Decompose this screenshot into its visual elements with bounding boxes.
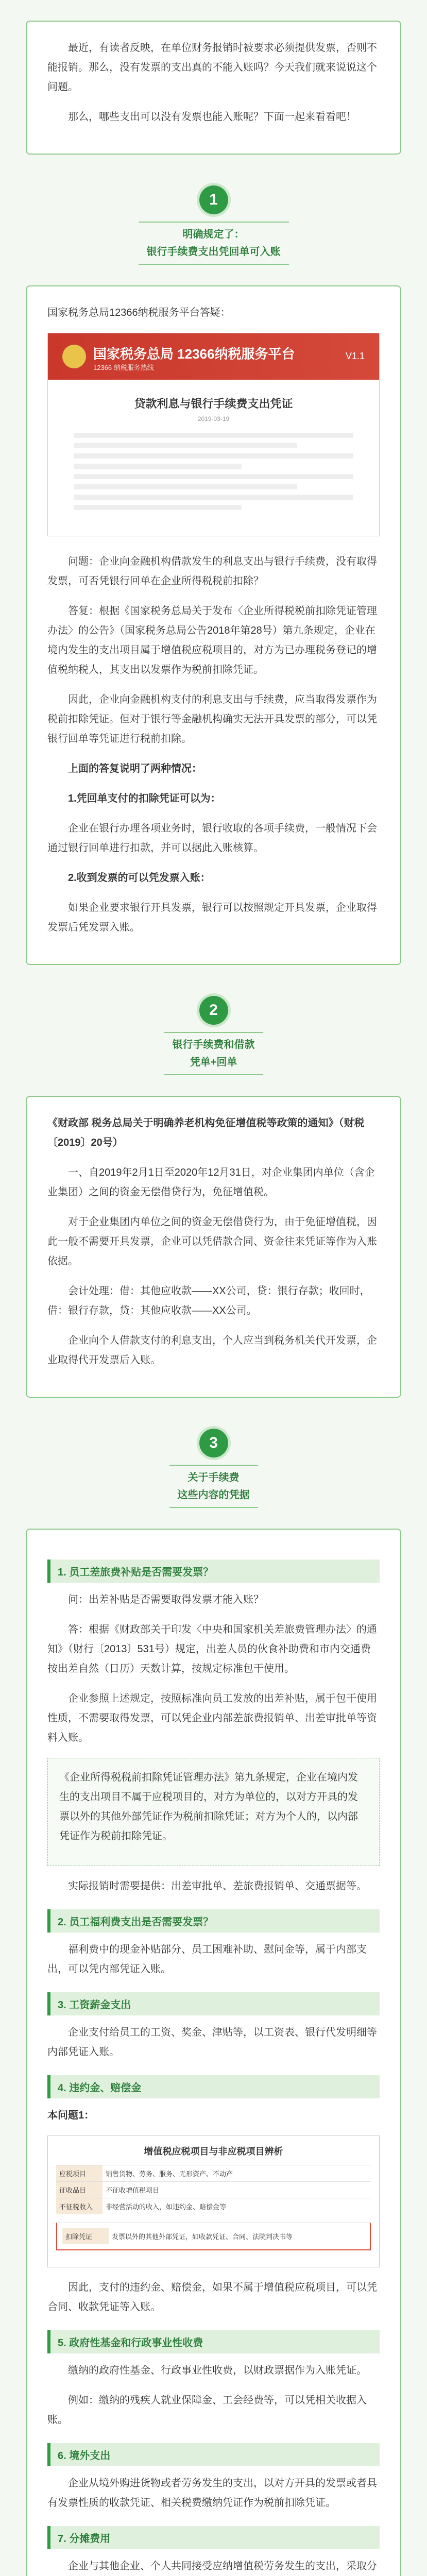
screenshot-brand: 国家税务总局 12366纳税服务平台 <box>93 346 295 362</box>
section-2-box <box>26 1096 401 1398</box>
section-3-paragraph-9: 缴纳的政府性基金、行政事业性收费，以财政票据作为入账凭证。 <box>68 2365 367 2376</box>
section-2-number: 2 <box>199 996 228 1025</box>
table-row-highlighted <box>56 2223 371 2250</box>
section-3-paragraph-3: 企业参照上述规定，按照标准向员工发放的出差补贴，属于包干使用性质，不需要取得发票，可以凭企业内部差旅费报销单、出差审批单等资料入账。 <box>47 1693 377 1743</box>
section-1-lead: 国家税务总局12366纳税服务平台答疑： <box>47 307 231 318</box>
section-3-subheading-3: 3. 工资薪金支出 <box>47 1992 380 2015</box>
section-1-header <box>26 185 401 265</box>
section-1-box <box>26 285 401 965</box>
section-3-paragraph-12: 企业与其他企业、个人共同接受应纳增值税劳务发生的支出，采取分 <box>68 2561 377 2572</box>
screenshot-text-line <box>74 433 353 438</box>
table-row <box>56 2181 371 2198</box>
section-2-paragraph-1: 《财政部 税务总局关于明确养老机构免征增值税等政策的通知》（财税〔2019〕20号） <box>47 1117 365 1148</box>
table-cell-value: 销售货物、劳务、服务、无形资产、不动产 <box>106 2170 233 2178</box>
section-3-paragraph-7: 企业支付给员工的工资、奖金、津贴等，以工资表、银行代发明细等内部凭证入账。 <box>47 2027 377 2058</box>
section-3-paragraph-1: 问：出差补贴是否需要取得发票才能入账？ <box>68 1594 264 1605</box>
section-1-title-line-2: 银行手续费支出凭回单可入账 <box>146 246 281 258</box>
section-2-paragraph-5: 企业向个人借款支付的利息支出，个人应当到税务机关代开发票，企业取得代开发票后入账。 <box>47 1335 377 1366</box>
section-3-subheading-5: 5. 政府性基金和行政事业性收费 <box>47 2330 380 2353</box>
section-2-header <box>26 996 401 1075</box>
screenshot-hotline: 12366 纳税服务热线 <box>93 364 154 371</box>
section-2-title <box>164 1032 263 1075</box>
section-3-subheading-4: 4. 违约金、赔偿金 <box>47 2075 380 2098</box>
screenshot-header <box>48 333 379 380</box>
section-3-title-line-2: 这些内容的凭据 <box>177 1489 250 1501</box>
section-3-paragraph-11: 企业从境外购进货物或者劳务发生的支出，以对方开具的发票或者具有发票性质的收款凭证、相关税费缴纳凭证作为税前扣除凭证。 <box>47 2478 377 2509</box>
table-cell-key: 征收品目 <box>56 2182 103 2198</box>
section-2-title-line-2: 凭单+回单 <box>190 1057 237 1068</box>
section-2-paragraph-4: 会计处理：借：其他应收款——XX公司，贷：银行存款；收回时，借：银行存款，贷：其他应收款——XX公司。 <box>47 1285 370 1316</box>
section-3-paragraph-10: 例如：缴纳的残疾人就业保障金、工会经费等，可以凭相关收据入账。 <box>47 2395 367 2426</box>
section-1-paragraph-5: 1.凭回单支付的扣除凭证可以为： <box>68 793 221 804</box>
intro-paragraph-1: 最近，有读者反映，在单位财务报销时被要求必须提供发票，否则不能报销。那么，没有发票的支出真的不能入账吗？今天我们就来说说这个问题。 <box>47 42 377 93</box>
section-3-header <box>26 1429 401 1508</box>
screenshot-text-line <box>74 464 242 469</box>
section-3-paragraph-2: 答：根据《财政部关于印发〈中央和国家机关差旅费管理办法〉的通知》（财行〔2013〕531号）规定，出差人员的伙食补助费和市内交通费按出差自然（日历）天数计算，按规定标准包干使用。 <box>47 1624 377 1674</box>
table-cell-value: 发票以外的其他外部凭证，如收款凭证、合同、法院判决书等 <box>112 2233 293 2241</box>
section-1-paragraph-8: 如果企业要求银行开具发票，银行可以按照规定开具发票，企业取得发票后凭发票入账。 <box>47 902 377 933</box>
section-1-paragraph-3: 因此，企业向金融机构支付的利息支出与手续费，应当取得发票作为税前扣除凭证。但对于银行等金融机构确实无法开具发票的部分，可以凭银行回单等凭证进行税前扣除。 <box>47 694 377 744</box>
section-3-title <box>169 1465 258 1508</box>
section-3-subheading-2: 2. 员工福利费支出是否需要发票？ <box>47 1909 380 1933</box>
section-3-box <box>26 1529 401 2576</box>
screenshot-text-line <box>74 474 353 479</box>
table-row <box>56 2165 371 2181</box>
intro-paragraph-2: 那么，哪些支出可以没有发票也能入账呢？下面一起来看看吧！ <box>68 111 356 123</box>
tax-emblem-icon <box>62 345 86 368</box>
section-1-paragraph-4: 上面的答复说明了两种情况： <box>68 763 202 774</box>
table-cell-value: 非经营活动的收入，如违约金、赔偿金等 <box>106 2203 227 2211</box>
table-row <box>56 2198 371 2214</box>
section-3-subheading-1: 1. 员工差旅费补贴是否需要发票？ <box>47 1560 380 1583</box>
screenshot-doc-date: 2019-03-19 <box>197 415 230 422</box>
section-1-paragraph-6: 企业在银行办理各项业务时，银行收取的各项手续费，一般情况下会通过银行回单进行扣款，并可以据此入账核算。 <box>47 823 377 854</box>
section-3-title-line-1: 关于手续费 <box>187 1472 240 1483</box>
section-3-paragraph-6: 福利费中的现金补贴部分、员工困难补助、慰问金等，属于内部支出，可以凭内部凭证入账。 <box>47 1944 367 1975</box>
table-cell-key: 扣除凭证 <box>62 2228 109 2244</box>
intro-box <box>26 21 401 155</box>
tax-platform-screenshot <box>47 333 380 536</box>
section-3-paragraph-8: 因此，支付的违约金、赔偿金，如果不属于增值税应税项目，可以凭合同、收款凭证等入账。 <box>47 2282 377 2313</box>
screenshot-doc-title: 贷款利息与银行手续费支出凭证 <box>134 397 293 410</box>
section-3-number: 3 <box>199 1429 228 1458</box>
section-3-subheading-6: 6. 境外支出 <box>47 2443 380 2466</box>
section-2-title-line-1: 银行手续费和借款 <box>172 1039 255 1050</box>
section-3-note-lead: 本问题1： <box>47 2110 95 2121</box>
section-3-paragraph-5: 实际报销时需要提供：出差审批单、差旅费报销单、交通票据等。 <box>68 1880 367 1892</box>
section-3-paragraph-4: 《企业所得税税前扣除凭证管理办法》第九条规定，企业在境内发生的支出项目不属于应税项目的，对方为单位的，以对方开具的发票以外的其他外部凭证作为税前扣除凭证；对方为个人的，以内部凭证作为税前扣除凭证。 <box>59 1772 358 1842</box>
section-1-title <box>139 222 289 265</box>
section-1-title-line-1: 明确规定了： <box>182 229 245 240</box>
section-1-paragraph-7: 2.收到发票的可以凭发票入账： <box>68 872 211 884</box>
section-3-subheading-7: 7. 分摊费用 <box>47 2526 380 2549</box>
content-container <box>26 0 401 2576</box>
screenshot-text-line <box>74 453 353 459</box>
vat-table-title: 增值税应税项目与非应税项目辨析 <box>144 2146 283 2157</box>
table-cell-key: 应税项目 <box>56 2165 103 2181</box>
section-1-number: 1 <box>199 185 228 214</box>
table-cell-key: 不征税收入 <box>56 2198 103 2214</box>
regulation-note <box>47 1758 380 1866</box>
section-1-paragraph-1: 问题：企业向金融机构借款发生的利息支出与银行手续费，没有取得发票，可否凭银行回单在企业所得税税前扣除？ <box>47 556 377 587</box>
screenshot-body <box>48 380 379 536</box>
screenshot-text-line <box>74 495 353 500</box>
section-2-paragraph-3: 对于企业集团内单位之间的资金无偿借贷行为，由于免征增值税，因此一般不需要开具发票，企业可以凭借款合同、资金往来凭证等作为入账依据。 <box>47 1216 377 1267</box>
vat-item-table <box>47 2136 380 2267</box>
screenshot-text-line <box>74 505 242 510</box>
screenshot-version: V1.1 <box>345 351 365 361</box>
screenshot-text-line <box>74 443 297 448</box>
section-1-paragraph-2: 答复：根据《国家税务总局关于发布〈企业所得税税前扣除凭证管理办法〉的公告》（国家税务总局公告2018年第28号）第九条规定，企业在境内发生的支出项目属于增值税应税项目的，对方为已办理税务登记的增值税纳税人，其支出以发票作为税前扣除凭证。 <box>47 605 377 675</box>
screenshot-text-line <box>74 484 297 489</box>
table-cell-value: 不征收增值税项目 <box>106 2187 160 2194</box>
section-2-paragraph-2: 一、自2019年2月1日至2020年12月31日，对企业集团内单位（含企业集团）之间的资金无偿借贷行为，免征增值税。 <box>47 1167 375 1198</box>
